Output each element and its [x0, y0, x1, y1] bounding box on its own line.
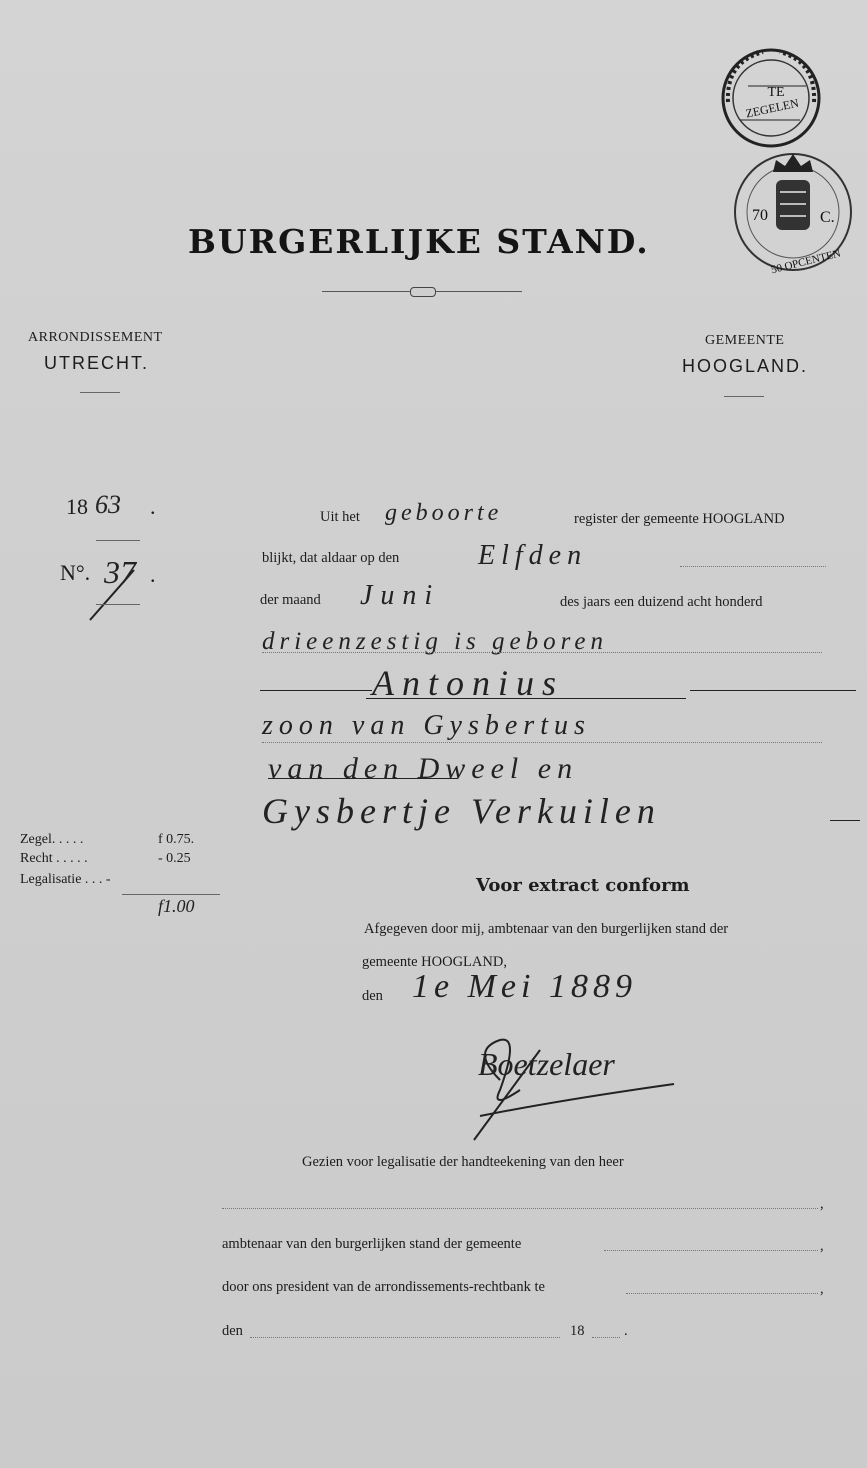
underline: [268, 778, 458, 779]
period: .: [624, 1323, 628, 1339]
date-hand: 1e Mei 1889: [412, 968, 637, 1005]
dotted-line: [250, 1337, 560, 1338]
ornament-icon: [410, 287, 436, 297]
legalisation-year: 18: [570, 1323, 585, 1339]
dotted-line: [222, 1208, 818, 1209]
line2-hand: Elfden: [478, 540, 588, 571]
fill-line: [260, 690, 372, 691]
svg-text:ZEGELEN: ZEGELEN: [744, 95, 801, 121]
gemeente-label: GEMEENTE: [705, 333, 785, 348]
number-prefix: N°.: [60, 560, 91, 585]
legalisation-line1: Gezien voor legalisatie der handteekening van den heer: [302, 1154, 624, 1170]
date-prefix: den: [362, 988, 383, 1004]
recht-label: Recht . . . . .: [20, 851, 88, 866]
svg-text:C.: C.: [820, 209, 835, 226]
gemeente-value: HOOGLAND.: [682, 356, 809, 376]
year-prefix: 18: [66, 494, 88, 519]
comma: ,: [820, 1196, 824, 1212]
number-stroke: [84, 568, 144, 624]
total-hand: f1.00: [158, 896, 195, 916]
legalisation-line2: ambtenaar van den burgerlijken stand der gemeente: [222, 1236, 522, 1252]
line2-prefix: blijkt, dat aldaar op den: [262, 550, 400, 566]
zegel-value: f 0.75.: [158, 832, 195, 847]
legalisatie-label: Legalisatie . . . -: [20, 872, 111, 887]
line6-hand: zoon van Gysbertus: [262, 710, 591, 741]
legalisation-line4-prefix: den: [222, 1323, 243, 1339]
dotted-line: [680, 566, 826, 567]
svg-text:50 OPCENTEN: 50 OPCENTEN: [769, 247, 842, 277]
line1-prefix: Uit het: [320, 509, 360, 525]
divider: [80, 392, 120, 393]
line8-hand: Gysbertje Verkuilen: [262, 791, 661, 831]
dotted-line: [604, 1250, 818, 1251]
sum-rule: [122, 894, 220, 895]
comma: ,: [820, 1281, 824, 1297]
line3-hand: Juni: [360, 580, 441, 611]
extract-line1: Afgegeven door mij, ambtenaar van den burgerlijken stand der: [364, 921, 729, 937]
divider: [96, 604, 140, 605]
recht-value: - 0.25: [158, 851, 191, 866]
divider: [96, 540, 140, 541]
fill-line: [690, 690, 856, 691]
stamp-top-text: TE: [767, 85, 785, 100]
line1-hand: geboorte: [385, 500, 503, 526]
signature: Boetzelaer: [478, 1046, 615, 1082]
arrondissement-label: ARRONDISSEMENT: [28, 330, 163, 345]
tax-stamp: [718, 42, 858, 278]
arrondissement-value: UTRECHT.: [44, 353, 149, 373]
svg-text:70: 70: [752, 207, 768, 224]
signature-flourish: [460, 1030, 690, 1146]
document-page: TE ZEGELEN 70 C. 50 OPCENTEN BURGERLIJKE STAND. ARRONDISSEMENT UTRECHT. GEMEENTE HOOGLAND. 18 63 . N°. 37 . Uit het geboorte register der gemeente HOOGLAND blijkt, dat aldaar op den Elfden der maand Juni des jaars een duizend acht honderd drieenzestig is geboren Antonius zoon van Gysbertus van den Dweel en Gysbertje Verkuilen Zegel. . . . . f 0.75. Recht . . . . . - 0.25 Legalisatie . . . - f1.00 Voor extract conform Afgegeven door mij, ambtenaar van den burgerlijken stand der gemeente HOOGLAND, den 1e Mei 1889 Boetzelaer Gezien voor legalisatie der handteekening van den heer , ambtenaar van den burgerlijken stand der gemeente , door ons president van de arrondissements-rechtbank te , den 18 .: [0, 0, 867, 1468]
dotted-line: [262, 742, 822, 743]
extract-line2: gemeente HOOGLAND,: [362, 954, 507, 970]
underline: [366, 698, 686, 699]
dotted-line: [592, 1337, 620, 1338]
line3-prefix: der maand: [260, 592, 321, 608]
line7-hand: van den Dweel en: [268, 752, 579, 785]
year-handwritten: 63: [95, 490, 121, 519]
extract-heading: Voor extract conform: [476, 875, 690, 896]
dotted-line: [626, 1293, 818, 1294]
line4-hand: drieenzestig is geboren: [262, 628, 608, 655]
dotted-line: [262, 652, 822, 653]
comma: ,: [820, 1238, 824, 1254]
document-title: BURGERLIJKE STAND.: [188, 222, 650, 261]
legalisation-line3: door ons president van de arrondissements-rechtbank te: [222, 1279, 545, 1295]
line1-suffix: register der gemeente HOOGLAND: [574, 511, 785, 527]
line3-suffix: des jaars een duizend acht honderd: [560, 594, 763, 610]
zegel-label: Zegel. . . . .: [20, 832, 84, 847]
divider: [724, 396, 764, 397]
line5-hand: Antonius: [372, 663, 565, 703]
number-handwritten: 37: [104, 554, 136, 590]
fill-line: [830, 820, 860, 821]
